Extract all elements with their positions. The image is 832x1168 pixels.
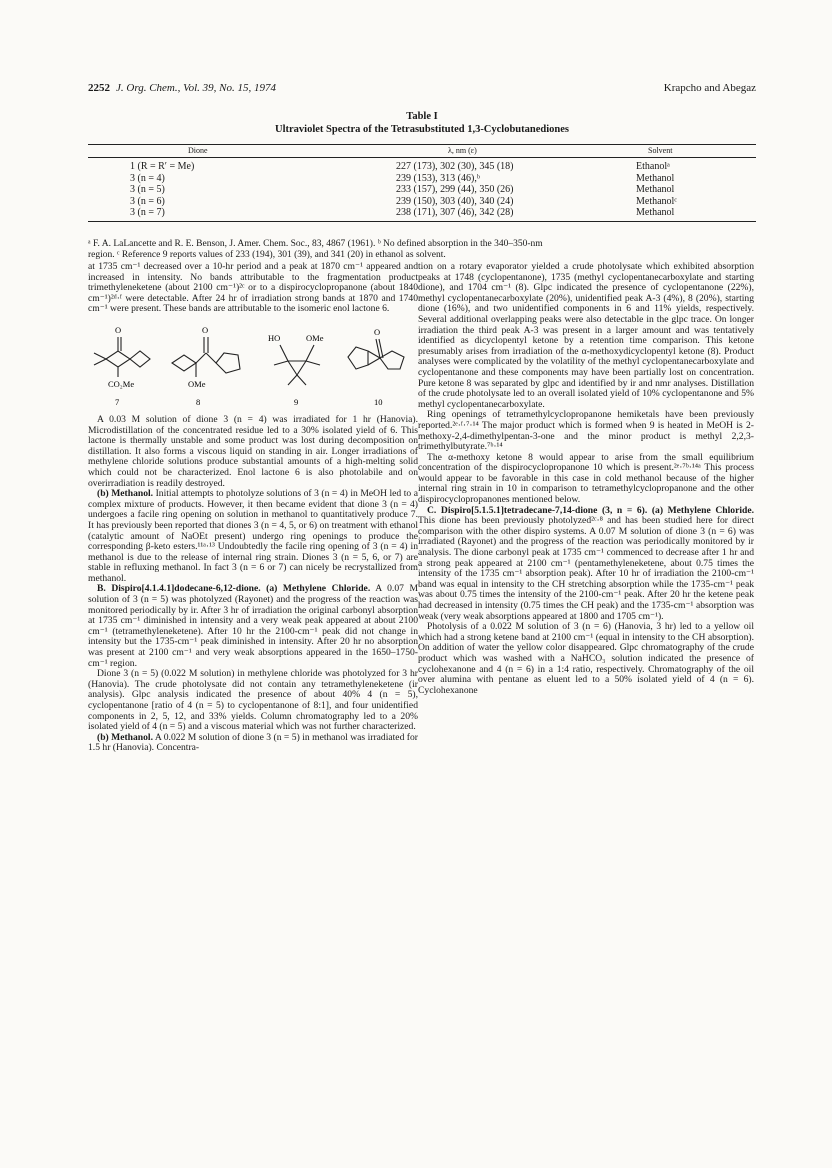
cell-lambda: 233 (157), 299 (44), 350 (26) — [396, 184, 514, 195]
cell-dione: 3 (n = 4) — [130, 172, 165, 184]
cell-dione: 3 (n = 7) — [130, 207, 165, 218]
table-bottom-rule — [88, 221, 756, 222]
struct-ome-9: OMe — [306, 332, 324, 343]
page-number: 2252 — [88, 82, 110, 94]
paragraph — [88, 489, 418, 584]
paragraph-text: A 0.022 M solution of dione 3 (n = 5) in methanol was irradiated for 1.5 hr (Hanovia). Concentra- — [88, 731, 418, 754]
ring-8-left — [172, 355, 196, 371]
cell-dione: 1 (R = R′ = Me) — [130, 161, 195, 172]
struct-label-8: 8 — [196, 396, 201, 407]
table-row — [88, 195, 756, 207]
struct-label-7: 7 — [115, 396, 120, 407]
header-authors: Krapcho and Abegaz — [663, 82, 756, 94]
header-lambda: λ, nm (ε) — [448, 146, 477, 155]
struct-label-9: 9 — [294, 396, 299, 407]
section-heading: (b) Methanol. — [97, 488, 154, 500]
paragraph: Ring openings of tetramethylcyclopropanone hemiketals have been previously reported.²ᵉ·ᶠ·⁷·¹⁴ The major product which is formed when 9 is heated in MeOH is 2-methoxy-2,4-dimethylpentan-3-one and the minor product is methyl 2,2,3-trimethylbutyrate.⁷ᵇ·¹⁴ — [418, 409, 754, 453]
footnote-line-2: region. ᶜ Reference 9 reports values of 233 (194), 301 (39), and 341 (20) in ethanol as solvent. — [88, 250, 446, 260]
paragraph: Dione 3 (n = 5) (0.022 M solution) in methylene chloride was photolyzed for 3 hr (Hanovia). The crude photolysate did not contain any tetramethyleneketene (ir analysis). Glpc analysis indicated the presence of about 40% 4 (n = 5), cyclopentanone [ratio of 4 (n = 5) to cyclopentanone of 8:1], and four unidentified components in 2, 5, 12, and 33% yields. Column chromatography led to a 20% isolated yield of 4 (n = 5) and a viscous material which was not further characterized. — [88, 668, 418, 733]
cyclopentane-10-left — [348, 347, 368, 369]
table-row — [88, 172, 756, 184]
cell-dione: 3 (n = 6) — [130, 195, 165, 207]
paragraph — [88, 584, 418, 669]
structures-drawing — [88, 317, 418, 413]
paragraph-text: This dione has been previously photolyzed²ᶜ·⁸ and has been studied here for direct comparison with the other dispiro systems. A 0.07 M solution of dione 3 (n = 6) was irradiated (Rayonet) and the progress of the reaction was periodically monitored by ir analysis. The dione carbonyl peak at 1735 cm⁻¹ commenced to decrease after 1 hr and a strong peak appeared at 2100 cm⁻¹ (pentamethyleneketene, about 0.75 times the intensity of the 1735 cm⁻¹ absorption peak). After 10 hr of irradiation the 2100-cm⁻¹ band was equal in intensity to the CH stretching absorption while the 1735-cm⁻¹ peak was about 0.75 times the intensity of the 2100-cm⁻¹ peak. After 20 hr the ketene peak had decreased in intensity (0.75 times the CH peak) and the 1735-cm⁻¹ absorption was weak (very weak absorptions appeared at 1800 and 1705 cm⁻¹). — [418, 515, 754, 622]
cell-lambda: 238 (171), 307 (46), 342 (28) — [396, 207, 514, 218]
struct-o-7: O — [115, 324, 122, 335]
paragraph: tion on a rotary evaporator yielded a crude photolysate which exhibited absorption peaks at 1748 (cyclopentanone), 1735 (methyl cyclopentanecarboxylate and starting dione), and 1704 cm⁻¹ (8). Glpc indicated the presence of cyclopentanone (22%), methyl cyclopentanecarboxylate (20%), unidentified peak A-3 (4%), 8 (20%), starting dione (16%), and two unidentified components in 6 and 11% yields, respectively. Several additional overlapping peaks were also detectable in the glpc trace. On longer irradiation the third peak A-3 was present in a larger amount and was tentatively identified as dicyclopentyl ketone by a retention time comparison. This ketone presumably arises from irradiation of the α-methoxydicyclopentyl ketone (8). Product analyses were complicated by the volatility of the methyl cyclopentanecarboxylate and cyclopentanone and these components may have been partially lost on concentration. Pure ketone 8 was separated by glpc and identified by ir and nmr analyses. Distillation of the crude photolysate led to an overall isolated yield of 10% cyclopentanone and 5% methyl cyclopentanecarboxylate. — [418, 261, 754, 410]
section-heading: B. Dispiro[4.1.4.1]dodecane-6,12-dione. (a) Methylene Chloride. — [97, 583, 371, 595]
struct-o-10: O — [374, 326, 381, 337]
cell-lambda: 239 (153), 313 (46),ᵇ — [396, 172, 480, 184]
struct-o-8: O — [202, 324, 209, 335]
header-solvent: Solvent — [648, 146, 673, 155]
paragraph: A 0.03 M solution of dione 3 (n = 4) was irradiated for 1 hr (Hanovia). Microdistillation of the concentrated residue led to a 30% isolated yield of 6. This lactone is thermally unstable and some product was lost during decomposition on distillation. It also forms a viscous liquid on standing in air. Longer irradiations of methylene chloride solutions produce substantial amounts of a high-melting solid which could not be characterized. Enol lactone 6 is also photolabile and on overirradiation is readily destroyed. — [88, 413, 418, 489]
header-dione: Dione — [188, 146, 208, 155]
cyclopentane-10-right — [380, 351, 404, 369]
footnote-line-1: ᵃ F. A. LaLancette and R. E. Benson, J. Amer. Chem. Soc., 83, 4867 (1961). ᵇ No defined absorption in the 340–350-nm — [88, 239, 543, 249]
left-column — [88, 262, 418, 754]
table-row — [88, 183, 756, 195]
paragraph-text: A 0.07 M solution of 3 (n = 5) was photolyzed (Rayonet) and the progress of the reaction was monitored periodically by ir. After 3 hr of irradiation the original carbonyl absorption at 1735 cm⁻¹ diminished in intensity and a very weak peak appeared at about 2100 cm⁻¹ (tetramethyleneketene). After 10 hr the 2100-cm⁻¹ peak did not change in intensity but the 1735-cm⁻¹ peak diminished in intensity. After 20 hr no absorption was present at 2100 cm⁻¹ and very weak absorptions appeared in the 1650–1750-cm⁻¹ region. — [88, 583, 418, 669]
paragraph: Photolysis of a 0.022 M solution of 3 (n = 6) (Hanovia, 3 hr) led to a yellow oil which had a strong ketene band at 2100 cm⁻¹ (equal in intensity to the CH absorption). On addition of water the yellow color disappeared. Glpc chromatography of the crude product which was washed with a NaHCO₃ solution indicated the presence of cyclohexanone and 4 (n = 6) in a 1:4 ratio, respectively. Chromatography of the oil over alumina with pentane as eluent led to a 50% isolated yield of 4 (n = 6). Cyclohexanone — [418, 621, 754, 696]
cyclobutane-right-7 — [130, 351, 150, 367]
paragraph-text: Initial attempts to photolyze solutions of 3 (n = 4) in MeOH led to a complex mixture of products. However, it then became evident that dione 3 (n = 4) undergoes a facile ring opening on solution in methanol to quantitatively produce 7. It has previously been reported that diones 3 (n = 4, 5, or 6) on treatment with ethanol (catalytic amount of NaOEt present) undergo ring openings to produce the corresponding β-keto esters.¹¹ᵃ·¹³ Undoubtedly the facile ring opening of 3 (n = 4) in methanol is due to the release of internal ring strain. Diones 3 (n = 5, 6, or 7) are stable in refluxing methanol. In fact 3 (n = 6 or 7) can nicely be recrystallized from methanol. — [88, 488, 418, 584]
cyclobutane-ring-7 — [106, 351, 130, 367]
cell-solvent: Methanol — [636, 207, 675, 218]
cell-solvent: Ethanolᵃ — [636, 161, 670, 172]
cell-solvent: Methanol — [636, 172, 675, 184]
paragraph — [88, 733, 418, 754]
cell-dione: 3 (n = 5) — [130, 184, 165, 195]
struct-co2me: CO₂Me — [108, 378, 135, 389]
journal-citation: J. Org. Chem., Vol. 39, No. 15, 1974 — [116, 82, 277, 94]
paragraph: The α-methoxy ketone 8 would appear to arise from the small equilibrium concentration of the dispirocyclopropanone 10 which is present.²ᵉ·⁷ᵇ·¹⁴ᵃ This process would appear to be favorable in this case in cold methanol because of the higher internal ring strain in 10 in comparison to tetramethylcyclopropanone and the other dispirocyclopropanones mentioned below. — [418, 451, 754, 506]
struct-ho-9: HO — [268, 332, 281, 343]
uv-spectra-table — [88, 144, 756, 222]
paragraph: at 1735 cm⁻¹ decreased over a 10-hr period and a peak at 1870 cm⁻¹ appeared and increased in intensity. No bands attributable to the fragmentation product trimethyleneketene (about 2100 cm⁻¹)²ᶜ or to a dispirocyclopropanone (about 1840 cm⁻¹)²ᵈ·ᶠ were detectable. After 24 hr of irradiation strong bands at 1870 and 1740 cm⁻¹ were present. These bands are attributable to the isomeric enol lactone 6. — [88, 261, 418, 315]
table-title: Ultraviolet Spectra of the Tetrasubstituted 1,3-Cyclobutanediones — [275, 124, 569, 135]
cell-solvent: Methanol — [636, 184, 675, 195]
section-heading: C. Dispiro[5.1.5.1]tetradecane-7,14-dione (3, n = 6). (a) Methylene Chloride. — [427, 504, 754, 516]
running-header — [88, 82, 756, 100]
table-caption — [88, 110, 756, 136]
section-heading: (b) Methanol. — [97, 731, 153, 743]
table-label: Table I — [406, 111, 438, 122]
struct-label-10: 10 — [374, 396, 383, 407]
table-footnotes — [88, 239, 756, 261]
chemical-structures — [88, 317, 418, 413]
header-left — [88, 82, 276, 94]
cell-lambda: 239 (150), 303 (40), 340 (24) — [396, 195, 514, 207]
table-header-rule — [88, 157, 756, 158]
struct-ome-8: OMe — [188, 378, 206, 389]
cell-lambda: 227 (173), 302 (30), 345 (18) — [396, 161, 514, 172]
table-row — [88, 206, 756, 218]
right-column — [418, 262, 754, 696]
paragraph — [418, 506, 754, 623]
table-header-row — [88, 145, 756, 157]
table-row — [88, 160, 756, 172]
cyclopentane-ring-8 — [216, 353, 240, 373]
cell-solvent: Methanolᶜ — [636, 195, 677, 207]
